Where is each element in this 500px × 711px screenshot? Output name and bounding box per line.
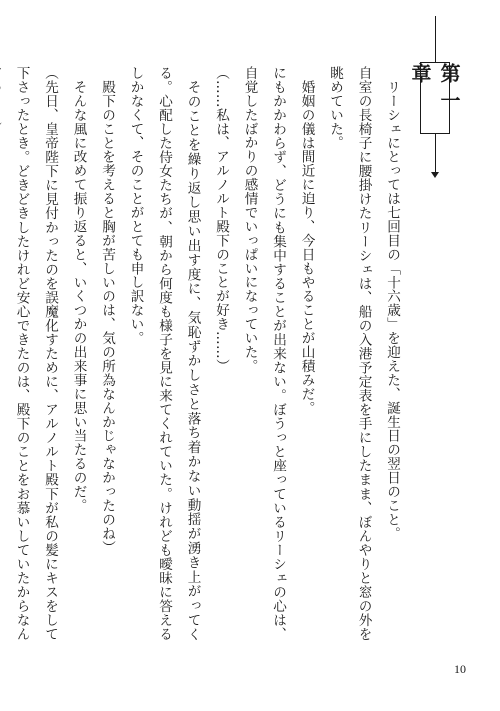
chapter-rule-top: [435, 16, 436, 62]
chapter-rule-bottom: [435, 134, 436, 174]
paragraph: （先日、皇帝陛下に見付かったのを誤魔化すために、アルノルト殿下が私の髪にキスをして下さったとき。どきどきしたけれど安心できたのは、殿下のことをお慕いしていたからなん: [13, 66, 58, 641]
paragraph: 自室の長椅子に腰掛けたリーシェは、船の入港予定表を手にしたまま、ぼんやりと窓の外を眺めていた。: [327, 66, 372, 641]
chapter-arrow-icon: [431, 172, 439, 178]
body-text: [13, 66, 406, 641]
paragraph: リーシェにとっては七回目の「十六歳」を迎えた、誕生日の翌日のこと。: [384, 79, 400, 540]
paragraph: そんな風に改めて振り返ると、いくつかの出来事に思い当たるのだ。: [70, 79, 87, 513]
paragraph: （……私は、アルノルト殿下のことが好き……）: [213, 66, 229, 373]
paragraph: にもかかわらず、どうにも集中することが出来ない。ぼうっと座っているリーシェの心は、自覚したばかりの感情でいっぱいになっていた。: [241, 66, 286, 641]
paragraph: そのことを繰り返し思い出す度に、気恥ずかしさと落ち着かない動揺が湧き上がってくる。心配した侍女たちが、朝から何度も様子を見に来てくれていた。けれども曖昧に答えるしかなくて、そのことがとても申し訳ない。: [127, 66, 201, 641]
paragraph: 殿下のことを考えると胸が苦しいのは、気の所為なんかじゃなかったのね）: [99, 79, 115, 554]
page-number: 10: [454, 662, 466, 676]
chapter-title: 第一章: [420, 62, 450, 134]
paragraph: 婚姻の儀は間近に迫り、今日もやることが山積みだ。: [298, 79, 315, 415]
